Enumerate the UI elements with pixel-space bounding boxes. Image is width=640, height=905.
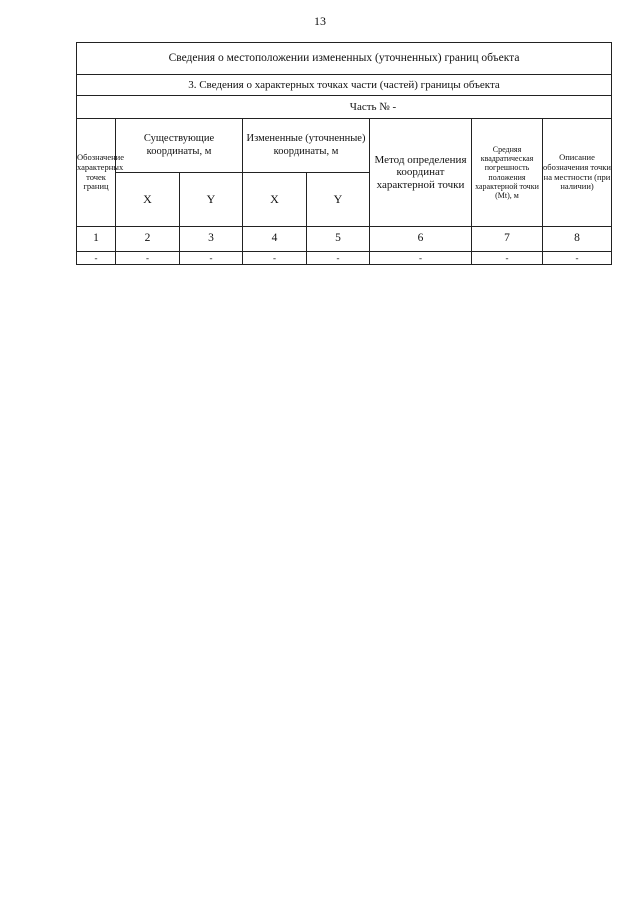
column-number: 6 [370,227,472,252]
table-title: Сведения о местоположении измененных (уточненных) границ объекта [77,43,612,75]
data-cell: - [307,252,370,265]
data-cell: - [472,252,543,265]
column-number: 7 [472,227,543,252]
section-heading: 3. Сведения о характерных точках части (частей) границы объекта [77,75,612,96]
data-cell: - [180,252,243,265]
header-changed-coordinates: Измененные (уточненные) координаты, м [243,119,370,173]
column-number: 4 [243,227,307,252]
header-description: Описание обозначения точки на местности (при наличии) [543,119,612,227]
part-label: Часть № - [349,100,397,113]
data-cell: - [543,252,612,265]
column-number: 5 [307,227,370,252]
header-accuracy: Средняя квадратическая погрешность положения характерной точки (Mt), м [472,119,543,227]
data-cell: - [116,252,180,265]
table-row [77,252,612,265]
header-changed-x: X [243,173,307,227]
header-changed-y: Y [307,173,370,227]
header-existing-coordinates: Существующие координаты, м [116,119,243,173]
column-number: 8 [543,227,612,252]
part-row [77,96,612,119]
header-method: Метод определения координат характерной точки [370,119,472,227]
column-number: 1 [77,227,116,252]
column-number: 2 [116,227,180,252]
boundary-points-table [76,42,612,265]
data-cell: - [77,252,116,265]
page-number: 13 [314,14,326,28]
header-existing-x: X [116,173,180,227]
data-cell: - [370,252,472,265]
column-number: 3 [180,227,243,252]
data-cell: - [243,252,307,265]
header-existing-y: Y [180,173,243,227]
column-numbers-row [77,227,612,252]
header-designation: Обозначение характерных точек границ [77,119,116,227]
